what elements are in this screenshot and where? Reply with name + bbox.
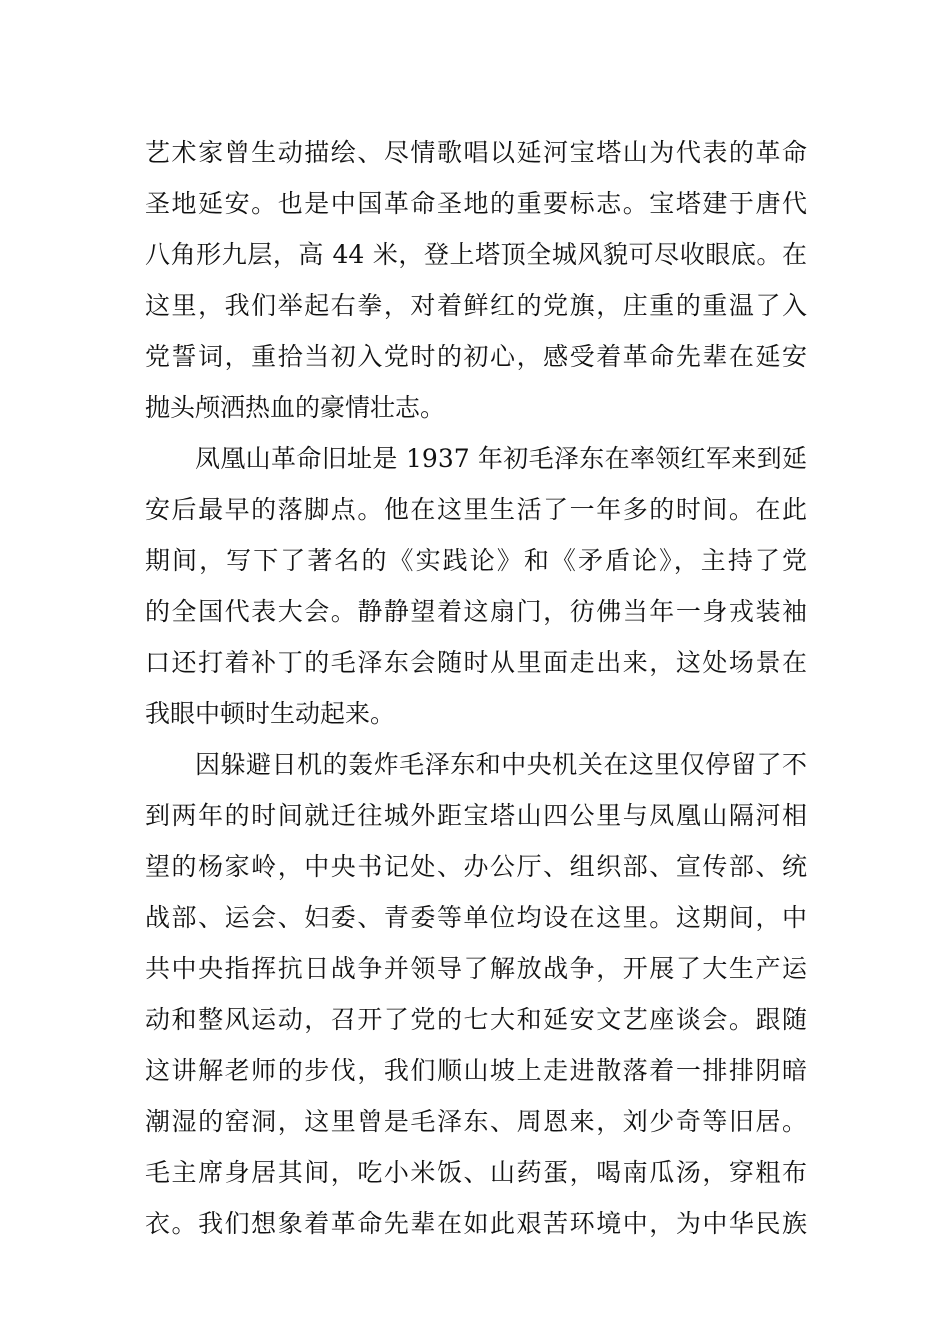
text-line: 圣地延安。也是中国革命圣地的重要标志。宝塔建于唐代 [145, 189, 807, 218]
text-line: 抛头颅洒热血的豪情壮志。 [145, 393, 446, 422]
paragraph-3 [145, 739, 807, 1249]
text-line: 这讲解老师的步伐，我们顺山坡上走进散落着一排排阴暗 [145, 1056, 807, 1085]
text-line: 战部、运会、妇委、青委等单位均设在这里。这期间，中 [145, 903, 807, 932]
text-line: 我眼中顿时生动起来。 [145, 699, 396, 728]
text-line: 期间，写下了著名的《实践论》和《矛盾论》，主持了党 [145, 546, 807, 575]
text-line: 凤凰山革命旧址是 1937 年初毛泽东在率领红军来到延 [195, 444, 807, 473]
document-body [145, 127, 807, 1249]
text-line: 这里，我们举起右拳，对着鲜红的党旗，庄重的重温了入 [145, 291, 807, 320]
text-line: 的全国代表大会。静静望着这扇门，彷佛当年一身戎装袖 [145, 597, 807, 626]
paragraph-1 [145, 127, 807, 433]
text-line: 党誓词，重拾当初入党时的初心，感受着革命先辈在延安 [145, 342, 807, 371]
text-line: 因躲避日机的轰炸毛泽东和中央机关在这里仅停留了不 [195, 750, 807, 779]
text-line: 安后最早的落脚点。他在这里生活了一年多的时间。在此 [145, 495, 807, 524]
text-line: 动和整风运动，召开了党的七大和延安文艺座谈会。跟随 [145, 1005, 807, 1034]
text-line: 望的杨家岭，中央书记处、办公厅、组织部、宣传部、统 [145, 852, 807, 881]
text-line: 衣。我们想象着革命先辈在如此艰苦环境中，为中华民族 [145, 1209, 807, 1238]
text-line: 八角形九层，高 44 米，登上塔顶全城风貌可尽收眼底。在 [145, 240, 807, 269]
text-line: 口还打着补丁的毛泽东会随时从里面走出来，这处场景在 [145, 648, 807, 677]
text-line: 艺术家曾生动描绘、尽情歌唱以延河宝塔山为代表的革命 [145, 138, 807, 167]
text-line: 到两年的时间就迁往城外距宝塔山四公里与凤凰山隔河相 [145, 801, 807, 830]
text-line: 毛主席身居其间，吃小米饭、山药蛋，喝南瓜汤，穿粗布 [145, 1158, 807, 1187]
text-line: 共中央指挥抗日战争并领导了解放战争，开展了大生产运 [145, 954, 807, 983]
paragraph-2 [145, 433, 807, 739]
text-line: 潮湿的窑洞，这里曾是毛泽东、周恩来，刘少奇等旧居。 [145, 1107, 807, 1136]
